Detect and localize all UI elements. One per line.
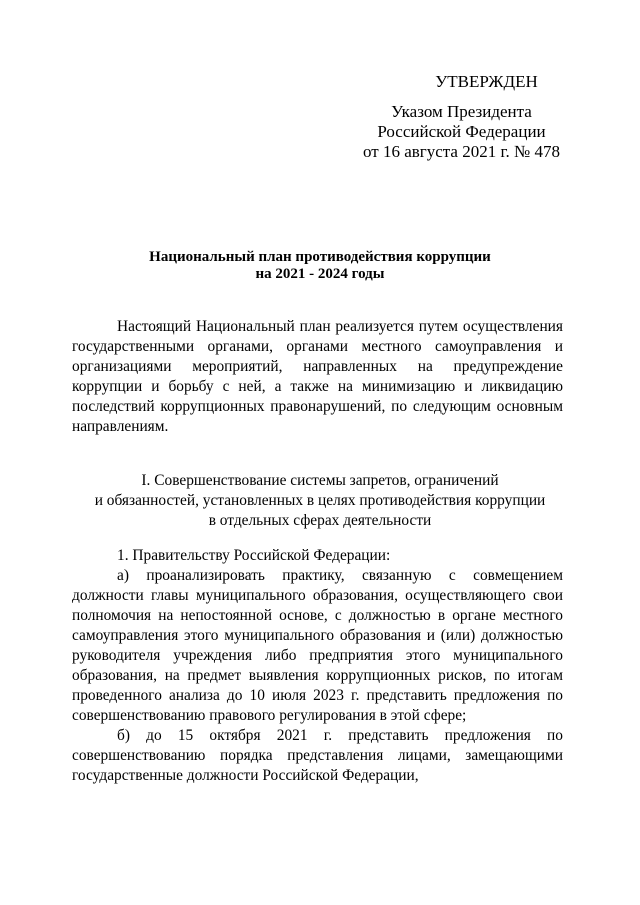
document-title <box>0 249 640 283</box>
approval-block <box>363 72 560 162</box>
section-1-body <box>72 546 563 786</box>
item-1-a: а) проанализировать практику, связанную с совмещением должности главы муниципального образования, осуществляющего свои полномочия на непостоянной основе, с должностью в органе местного самоуправления этого муниципального образования и (или) должностью руководителя учреждения либо предприятия этого муниципального образования, на предмет выявления коррупционных рисков, по итогам проведенного анализа до 10 июля 2023 г. представить предложения по совершенствованию правового регулирования в этой сфере; <box>72 567 563 724</box>
intro-section <box>72 317 563 437</box>
intro-paragraph: Настоящий Национальный план реализуется путем осуществления государственными органами, органами местного самоуправления и организациями мероприятий, направленных на предупреждение коррупции и борьбу с ней, а также на минимизацию и ликвидацию последствий коррупционных правонарушений, по следующим основным направлениям. <box>72 318 563 435</box>
approval-stamp: УТВЕРЖДЕН <box>435 72 538 91</box>
section-1-line-1: I. Совершенствование системы запретов, ограничений <box>141 472 499 489</box>
item-1-b: б) до 15 октября 2021 г. представить предложения по совершенствованию порядка представления лицами, замещающими государственные должности Российской Федерации, <box>72 727 563 784</box>
section-1-heading <box>0 471 640 531</box>
title-line-2: на 2021 - 2024 годы <box>255 266 385 282</box>
title-line-1: Национальный план противодействия коррупции <box>149 249 491 265</box>
approval-line-1: Указом Президента <box>391 102 532 121</box>
approval-line-2: Российской Федерации <box>377 122 546 141</box>
item-1: 1. Правительству Российской Федерации: <box>117 547 391 564</box>
approval-line-3: от 16 августа 2021 г. № 478 <box>362 142 560 161</box>
section-1-line-2: и обязанностей, установленных в целях противодействия коррупции <box>94 492 546 509</box>
section-1-line-3: в отдельных сферах деятельности <box>208 512 432 529</box>
